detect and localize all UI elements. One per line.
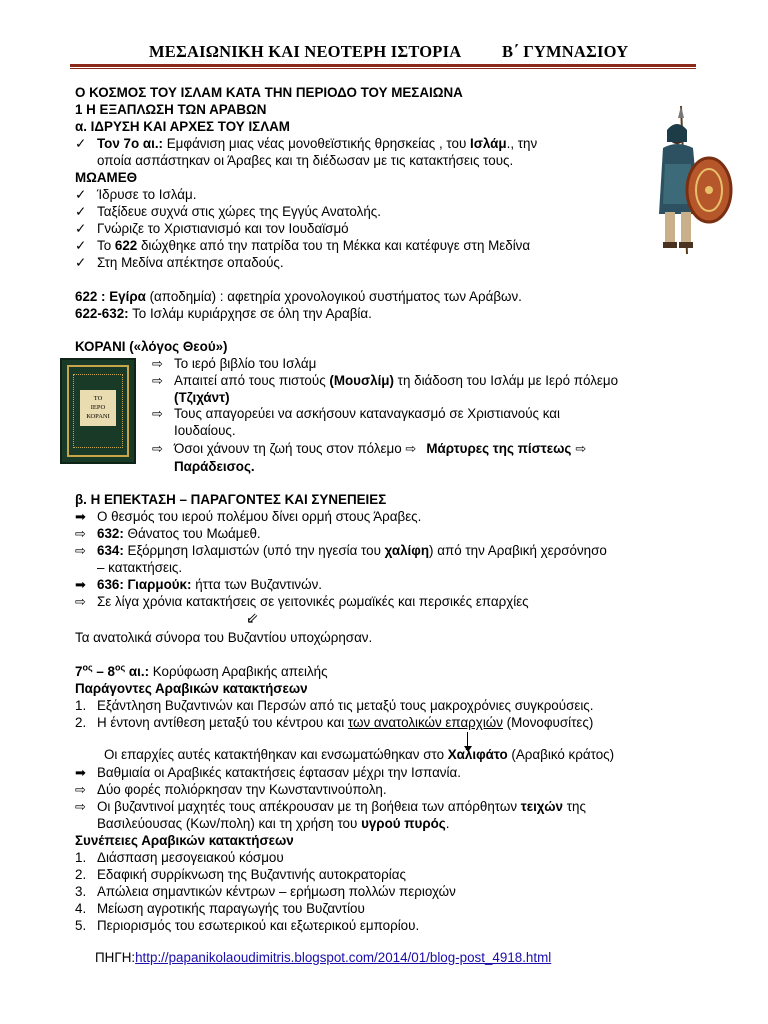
arrow-icon: ⇨ <box>152 356 163 371</box>
koran-heading: ΚΟΡΑΝΙ («λόγος Θεού») <box>75 339 228 354</box>
main-title: Ο ΚΟΣΜΟΣ ΤΟΥ ΙΣΛΑΜ ΚΑΤΑ ΤΗΝ ΠΕΡΙΟΔΟ ΤΟΥ ΜΕΣΑΙΩΝΑ <box>75 85 463 100</box>
check-icon: ✓ <box>75 204 87 219</box>
list-item: ⇨ Απαιτεί από τους πιστούς (Μουσλίμ) τη διάδοση του Ισλάμ με Ιερό πόλεμο <box>152 373 619 388</box>
list-item: ✓ Στη Μεδίνα απέκτησε οπαδούς. <box>75 255 284 270</box>
list-item: 1. Εξάντληση Βυζαντινών και Περσών από τις μεταξύ τους μακροχρόνιες συγκρούσεις. <box>75 698 594 713</box>
list-item: ⇨ Όσοι χάνουν τη ζωή τους στον πόλεμο ⇨ Μάρτυρες της πίστεως ⇨ <box>152 440 593 457</box>
arrow-icon: ⇨ <box>75 594 86 609</box>
list-item-continuation: Παράδεισος. <box>174 459 255 474</box>
borders-text: Τα ανατολικά σύνορα του Βυζαντίου υποχώρησαν. <box>75 630 373 645</box>
list-item: 2. Η έντονη αντίθεση μεταξύ του κέντρου και των ανατολικών επαρχιών (Μονοφυσίτες) <box>75 715 594 730</box>
list-item: ⇨ 632: Θάνατος του Μωάμεθ. <box>75 526 261 541</box>
section-a-title: α. ΙΔΡΥΣΗ ΚΑΙ ΑΡΧΕΣ ΤΟΥ ΙΣΛΑΜ <box>75 119 290 134</box>
header-rule-thin <box>70 68 696 69</box>
list-item: ➡ Βαθμιαία οι Αραβικές κατακτήσεις έφτασαν μέχρι την Ισπανία. <box>75 765 461 780</box>
list-item: ➡ 636: Γιαρμούκ: ήττα των Βυζαντινών. <box>75 577 322 592</box>
source-label: ΠΗΓΗ: <box>95 950 136 965</box>
provinces-line: Οι επαρχίες αυτές κατακτήθηκαν και ενσωματώθηκαν στο Χαλιφάτο (Αραβικό κράτος) <box>104 747 615 762</box>
book-title-line: ΙΕΡΟ <box>90 404 106 411</box>
check-icon: ✓ <box>75 255 87 270</box>
arrow-icon: ⇨ <box>152 441 163 456</box>
intro-bullet-line2: οποία ασπάστηκαν οι Άραβες και τη διέδωσαν με τις κατακτήσεις τους. <box>97 153 514 168</box>
arrow-icon: ⇨ <box>575 441 587 456</box>
koran-book-image <box>60 358 136 464</box>
book-title-line: ΤΟ <box>93 395 103 402</box>
arrow-icon: ⇨ <box>405 441 417 456</box>
consequences-heading: Συνέπειες Αραβικών κατακτήσεων <box>75 833 294 848</box>
factors-heading: Παράγοντες Αραβικών κατακτήσεων <box>75 681 308 696</box>
list-item: 3. Απώλεια σημαντικών κέντρων – ερήμωση πολλών περιοχών <box>75 884 456 899</box>
corner-arrow-icon: ⇙ <box>246 610 259 627</box>
list-item: ⇨ Το ιερό βιβλίο του Ισλάμ <box>152 356 317 371</box>
intro-bullet-bold: Τον 7ο αι.: <box>97 136 164 151</box>
arrow-icon: ⇨ <box>75 782 86 797</box>
arrow-icon: ⇨ <box>152 406 163 421</box>
list-item-continuation: – κατακτήσεις. <box>97 560 183 575</box>
list-item: ⇨ Οι βυζαντινοί μαχητές τους απέκρουσαν με τη βοήθεια των απόρθητων τειχών της <box>75 799 586 814</box>
arab-warrior-illustration <box>637 104 737 256</box>
arrow-icon: ⇨ <box>75 526 86 541</box>
list-item: ⇨ Σε λίγα χρόνια κατακτήσεις σε γειτονικές ρωμαϊκές και περσικές επαρχίες <box>75 594 529 609</box>
source-line <box>95 949 551 966</box>
book-title-line: ΚΟΡΑΝΙ <box>86 413 110 420</box>
check-icon: ✓ <box>75 136 87 151</box>
century-line: $7^{o\varsigma} - 8^{o\varsigma}$ αι.: Κορύφωση Αραβικής απειλής <box>75 662 328 679</box>
list-item-continuation: Ιουδαίους. <box>174 423 236 438</box>
check-icon: ✓ <box>75 238 87 253</box>
document-header-class: Β΄ ΓΥΜΝΑΣΙΟΥ <box>502 42 629 61</box>
check-icon: ✓ <box>75 221 87 236</box>
source-link[interactable]: http://papanikolaoudimitris.blogspot.com/2014/01/blog-post_4918.html <box>135 950 552 965</box>
arrow-icon: ⇨ <box>75 543 86 558</box>
list-item: ⇨ Δύο φορές πολιόρκησαν την Κωνσταντινούπολη. <box>75 782 387 797</box>
document-header-title: ΜΕΣΑΙΩΝΙΚΗ ΚΑΙ ΝΕΟΤΕΡΗ ΙΣΤΟΡΙΑ <box>149 42 462 61</box>
arrow-icon: ➡ <box>75 509 86 524</box>
list-item: ✓ Ίδρυσε το Ισλάμ. <box>75 187 197 202</box>
check-icon: ✓ <box>75 187 87 202</box>
list-item: ✓ Γνώριζε το Χριστιανισμό και τον Ιουδαϊσμό <box>75 221 349 236</box>
header-rule-thick <box>70 64 696 67</box>
list-item: ✓ Ταξίδευε συχνά στις χώρες της Εγγύς Ανατολής. <box>75 204 381 219</box>
intro-bullet: ✓ Τον 7ο αι.: Εμφάνιση μιας νέας μονοθεϊστικής θρησκείας , του Ισλάμ., την <box>75 136 538 151</box>
list-item-continuation: Βασιλεύουσας (Κων/πολη) και τη χρήση του υγρού πυρός. <box>97 816 450 831</box>
mohammed-heading: ΜΩΑΜΕΘ <box>75 170 138 185</box>
list-item: ✓ Το 622 διώχθηκε από την πατρίδα του τη Μέκκα και κατέφυγε στη Μεδίνα <box>75 238 531 253</box>
chapter-title: 1 Η ΕΞΑΠΛΩΣΗ ΤΩΝ ΑΡΑΒΩΝ <box>75 102 267 117</box>
arrow-icon: ⇨ <box>152 373 163 388</box>
list-item: ➡ Ο θεσμός του ιερού πολέμου δίνει ορμή στους Άραβες. <box>75 509 422 524</box>
arrow-icon: ➡ <box>75 577 86 592</box>
arrow-icon: ➡ <box>75 765 86 780</box>
list-item-continuation: (Τζιχάντ) <box>174 390 230 405</box>
list-item: 2. Εδαφική συρρίκνωση της Βυζαντινής αυτοκρατορίας <box>75 867 406 882</box>
hegira-line: 622 : Εγίρα (αποδημία) : αφετηρία χρονολογικού συστήματος των Αράβων. <box>75 289 522 304</box>
section-b-title: β. Η ΕΠΕΚΤΑΣΗ – ΠΑΡΑΓΟΝΤΕΣ ΚΑΙ ΣΥΝΕΠΕΙΕΣ <box>75 492 387 507</box>
list-item: 4. Μείωση αγροτικής παραγωγής του Βυζαντίου <box>75 901 365 916</box>
list-item: 5. Περιορισμός του εσωτερικού και εξωτερικού εμπορίου. <box>75 918 420 933</box>
arrow-icon: ⇨ <box>75 799 86 814</box>
list-item: ⇨ 634: Εξόρμηση Ισλαμιστών (υπό την ηγεσία του χαλίφη) από την Αραβική χερσόνησο <box>75 543 607 558</box>
list-item: ⇨ Τους απαγορεύει να ασκήσουν καταναγκασμό σε Χριστιανούς και <box>152 406 560 421</box>
arabia-line: 622-632: Το Ισλάμ κυριάρχησε σε όλη την Αραβία. <box>75 306 372 321</box>
list-item: 1. Διάσπαση μεσογειακού κόσμου <box>75 850 284 865</box>
